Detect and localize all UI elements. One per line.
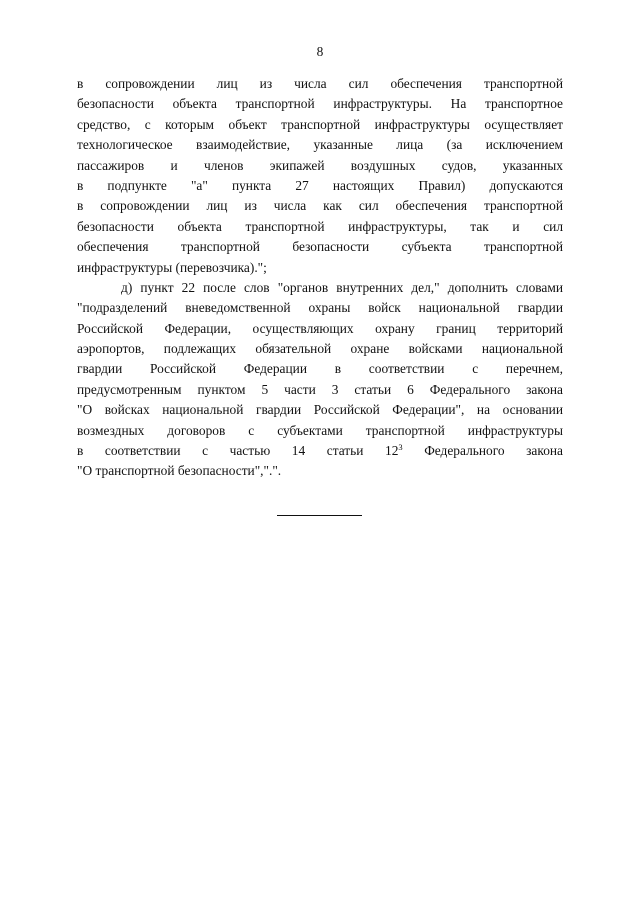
text-line: в подпункте "а" пункта 27 настоящих Правил) допускаются <box>77 177 563 193</box>
end-separator-line <box>277 515 362 516</box>
text-line: безопасности объекта транспортной инфраструктуры. На транспортное <box>77 96 563 112</box>
text-line: в сопровождении лиц из числа сил обеспечения транспортной <box>77 76 563 91</box>
text-line: гвардии Российской Федерации в соответствии с перечнем, <box>77 361 563 377</box>
paragraph-d-first-line: д) пункт 22 после слов "органов внутренних дел," дополнить словами <box>121 279 563 295</box>
text-line: "О войсках национальной гвардии Российской Федерации", на основании <box>77 402 563 418</box>
text-line: возмездных договоров с субъектами транспортной инфраструктуры <box>77 422 563 438</box>
text-line: в сопровождении лиц из числа как сил обеспечения транспортной <box>77 198 563 214</box>
text-line-with-superscript <box>77 441 563 461</box>
text-line: Российской Федерации, осуществляющих охрану границ территорий <box>77 320 563 336</box>
text-line: аэропортов, подлежащих обязательной охране войсками национальной <box>77 341 563 357</box>
document-body <box>77 74 563 482</box>
text-line: пассажиров и членов экипажей воздушных судов, указанных <box>77 157 563 173</box>
text-line: технологическое взаимодействие, указанные лица (за исключением <box>77 137 563 153</box>
text-line: "подразделений вневедомственной охраны войск национальной гвардии <box>77 300 563 316</box>
text-line: инфраструктуры (перевозчика)."; <box>77 259 267 275</box>
text-line: средство, с которым объект транспортной инфраструктуры осуществляет <box>77 116 563 132</box>
superscript: 3 <box>398 442 403 453</box>
line-tail: Федерального закона <box>402 443 563 459</box>
text-line: предусмотренным пунктом 5 части 3 статьи 6 Федерального закона <box>77 381 563 397</box>
text-line: "О транспортной безопасности",".". <box>77 463 282 479</box>
text-line: безопасности объекта транспортной инфраструктуры, так и сил <box>77 218 563 234</box>
page-number: 8 <box>316 44 324 59</box>
line-head: в соответствии с частью 14 статьи 12 <box>77 443 399 459</box>
text-line: обеспечения транспортной безопасности субъекта транспортной <box>77 239 563 255</box>
